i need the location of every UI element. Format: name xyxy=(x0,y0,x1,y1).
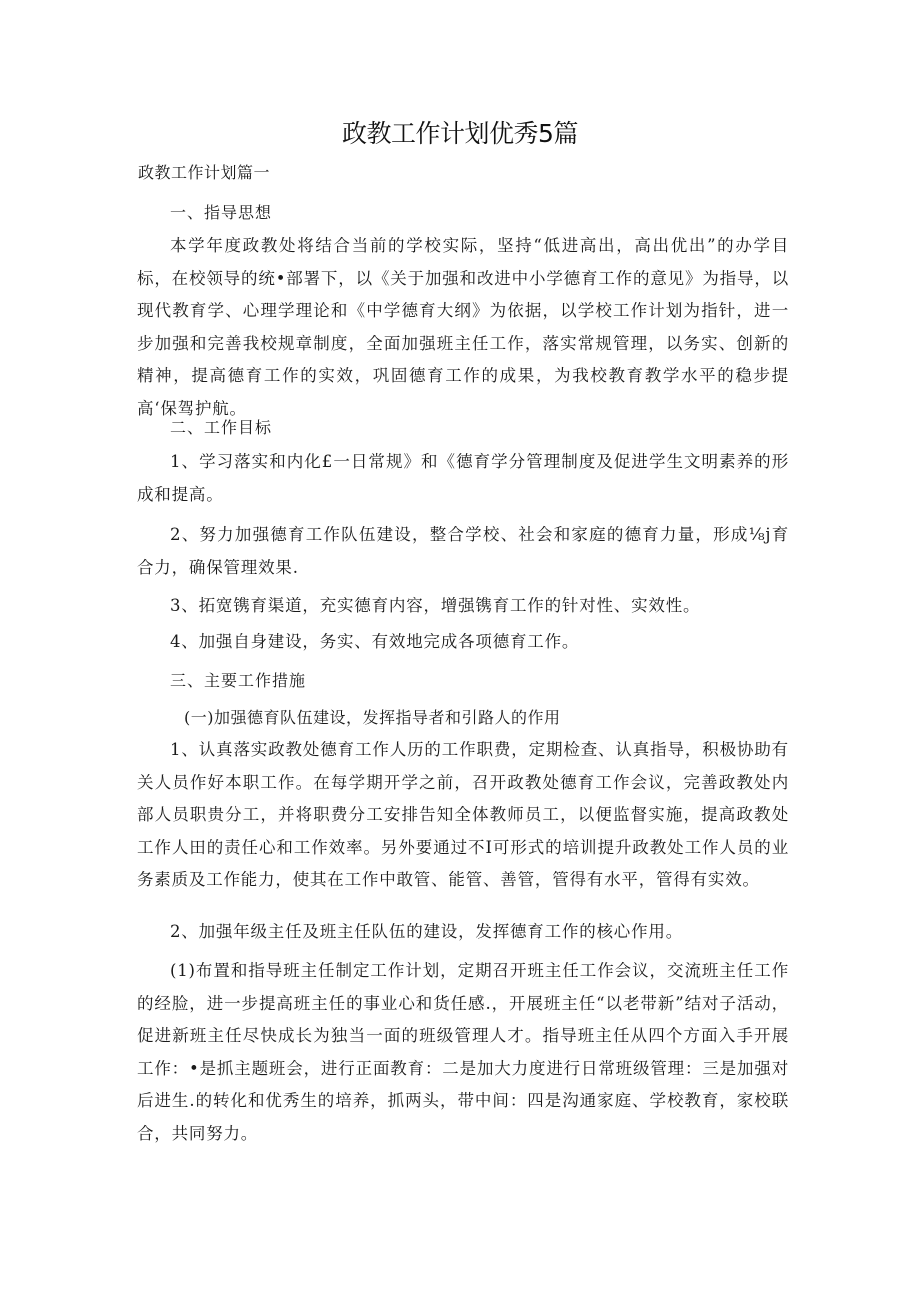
paragraph-goal-2: 2、努力加强德育工作队伍建设，整合学校、社会和家庭的德育力量，形成⅛j育合力，确保管理效果. xyxy=(137,525,789,577)
heading-work-goals: 二、工作目标 xyxy=(170,418,273,437)
paragraph-measure-2-1: (1)布置和指导班主任制定工作计划，定期召开班主任工作会议，交流班主任工作的经脸，进一步提高班主任的事业心和货任感.，开展班主任“以老带新”结对子活动，促进新班主任尽快成长为独当一面的班级管理人才。指导班主任从四个方面入手开展工作：•是抓主题班会，进行正面教育：二是加大力度进行日常班级管理：三是加强对后进生.的转化和优秀生的培养，抓两头，带中间：四是沟通家庭、学校教育，家校联合，共同努力。 xyxy=(137,961,789,1143)
heading-main-measures: 三、主要工作措施 xyxy=(170,671,307,690)
heading-guiding-ideology: 一、指导思想 xyxy=(170,203,273,222)
paragraph-goal-1: 1、学习落实和内化£一日常规》和《德育学分管理制度及促进学生文明素养的形成和提高。 xyxy=(137,452,789,504)
paragraph-goal-4: 4、加强自身建设，务实、有效地完成各项德育工作。 xyxy=(170,632,580,651)
section-title: 政教工作计划篇一 xyxy=(138,163,271,182)
paragraph-guiding-ideology: 本学年度政教处将结合当前的学校实际，坚持“低进高出，高出优出”的办学目标，在校领导的统•部署下，以《关于加强和改进中小学德育工作的意见》为指导，以现代教育学、心理学理论和《中学德育大纲》为依据，以学校工作计划为指针，进一步加强和完善我校规章制度，全面加强班主任工作，落实常规管理，以务实、创新的精神，提高德育工作的实效，巩固德育工作的成果，为我校教育教学水平的稳步提高‘保驾护航。 xyxy=(137,236,789,418)
paragraph-measure-2: 2、加强年级主任及班主任队伍的建设，发挥德育工作的核心作用。 xyxy=(170,922,683,941)
paragraph-measure-1: 1、认真落实政教处德育工作人历的工作职费，定期检查、认真指导，积极协助有关人员作好本职工作。在每学期开学之前，召开政教处德育工作会议，完善政教处内部人员职贵分工，并将职费分工安排告知全体教师员工，以便监督实施，提高政教处工作人田的责任心和工作效率。另外要通过不I可形式的培训提升政教处工作人员的业务素质及工作能力，使其在工作中敢管、能管、善管，管得有水平，管得有实效。 xyxy=(137,740,789,889)
document-title: 政教工作计划优秀5篇 xyxy=(342,119,578,148)
subheading-team-building: (一)加强德育队伍建设，发挥指导者和引路人的作用 xyxy=(184,708,561,727)
paragraph-goal-3: 3、拓宽镌育渠道，充实德育内容，增强镌育工作的针对性、实效性。 xyxy=(170,596,701,615)
